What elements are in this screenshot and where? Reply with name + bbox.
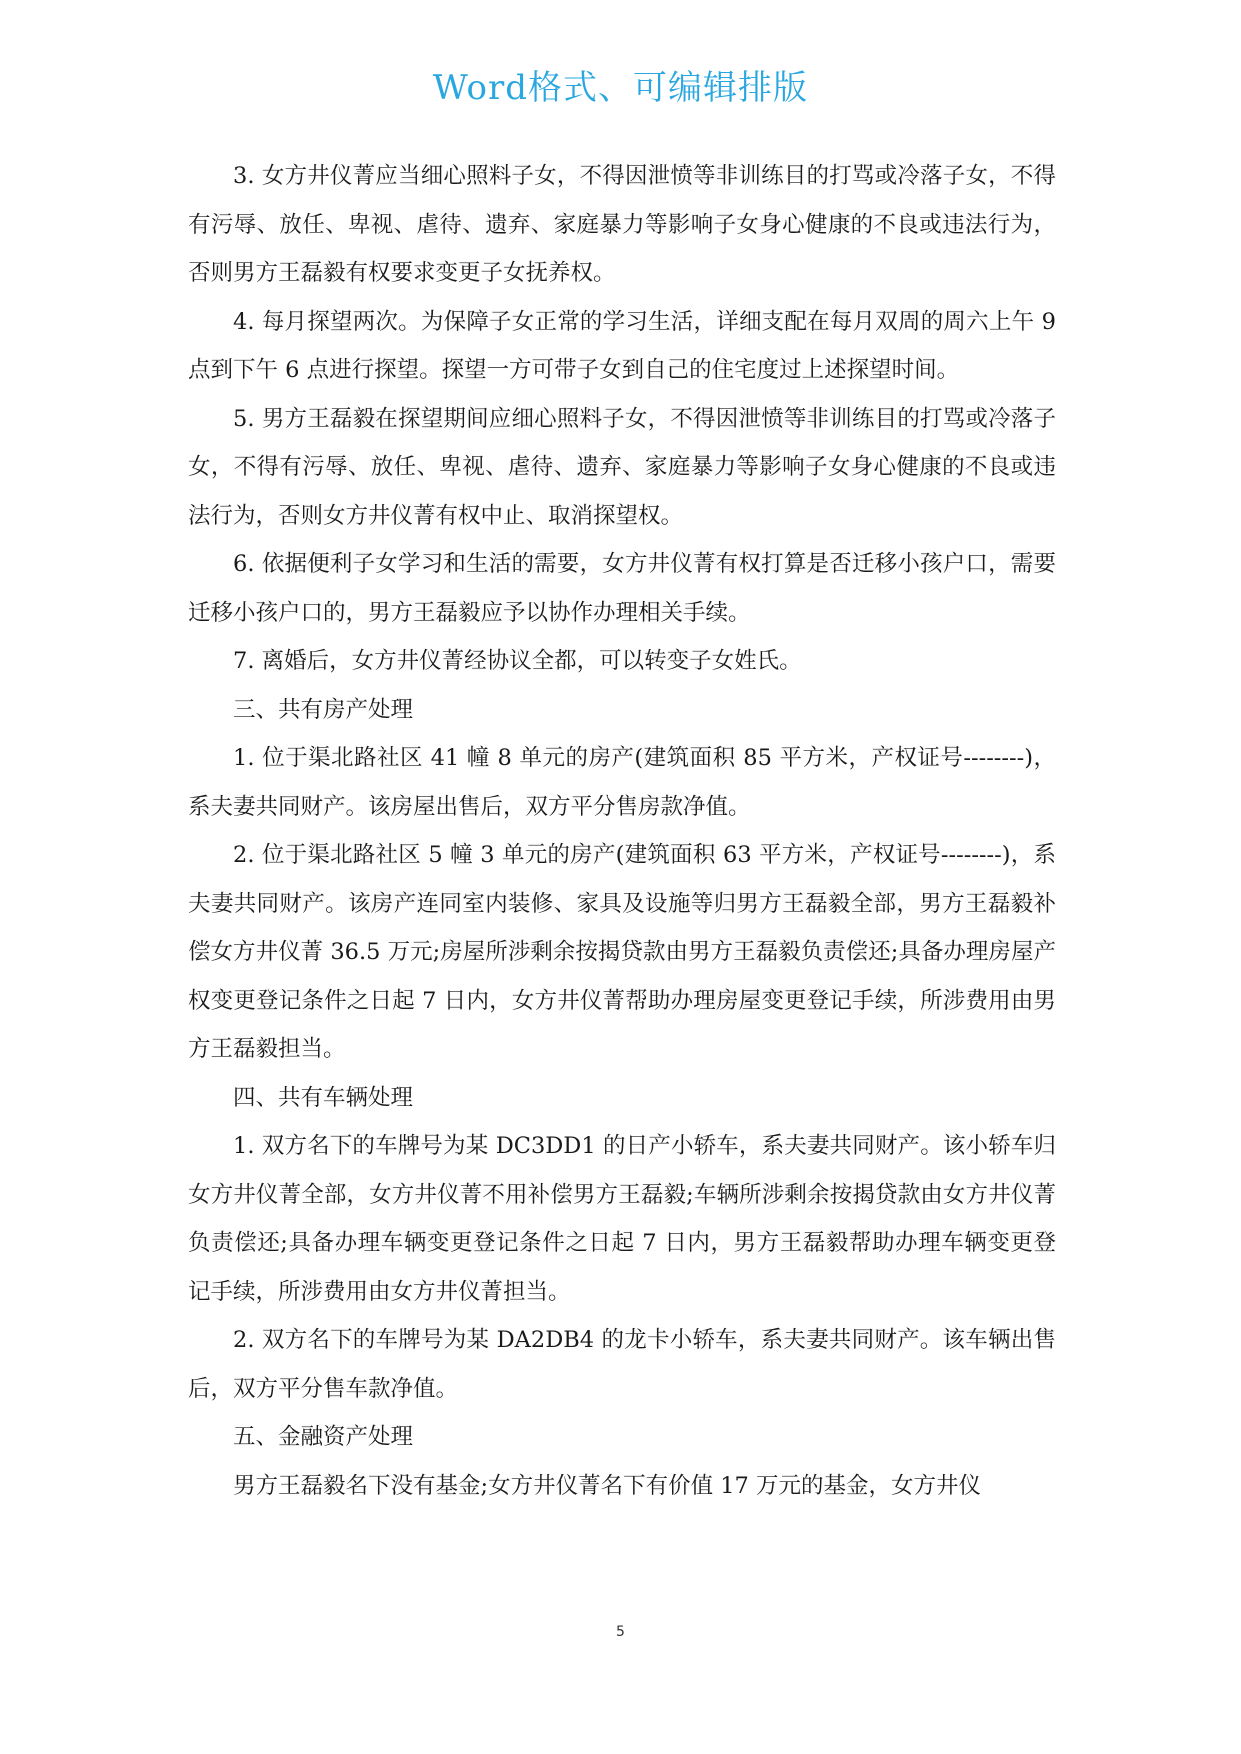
section-heading-property: 三、共有房产处理	[233, 696, 414, 723]
header-title: Word格式、可编辑排版	[432, 68, 809, 108]
paragraph-household-registration: 6. 依据便利子女学习和生活的需要，女方井仪菁有权打算是否迁移小孩户口，需要迁移小孩户口的，男方王磊毅应予以协作办理相关手续。	[188, 551, 1056, 626]
paragraph-property-2: 2. 位于渠北路社区 5 幢 3 单元的房产(建筑面积 63 平方米，产权证号--------)，系夫妻共同财产。该房产连同室内装修、家具及设施等归男方王磊毅全部，男方王磊毅补偿女方井仪菁 36.5 万元;房屋所涉剩余按揭贷款由男方王磊毅负责偿还;具备办理房屋产权变更登记条件之日起 7 日内，女方井仪菁帮助办理房屋变更登记手续，所涉费用由男方王磊毅担当。	[188, 842, 1056, 1062]
paragraph-surname-change: 7. 离婚后，女方井仪菁经协议全都，可以转变子女姓氏。	[233, 648, 802, 674]
document-body	[188, 152, 1056, 1510]
paragraph-child-care-father: 5. 男方王磊毅在探望期间应细心照料子女，不得因泄愤等非训练目的打骂或冷落子女，不得有污辱、放任、卑视、虐待、遗弃、家庭暴力等影响子女身心健康的不良或违法行为，否则女方井仪菁有权中止、取消探望权。	[188, 405, 1056, 529]
paragraph-vehicle-2: 2. 双方名下的车牌号为某 DA2DB4 的龙卡小轿车，系夫妻共同财产。该车辆出售后，双方平分售车款净值。	[188, 1327, 1056, 1402]
paragraph-financial-assets: 男方王磊毅名下没有基金;女方井仪菁名下有价值 17 万元的基金，女方井仪	[233, 1472, 982, 1499]
paragraph-visitation-schedule: 4. 每月探望两次。为保障子女正常的学习生活，详细支配在每月双周的周六上午 9 点到下午 6 点进行探望。探望一方可带子女到自己的住宅度过上述探望时间。	[188, 308, 1056, 383]
section-heading-financial-assets: 五、金融资产处理	[233, 1424, 414, 1450]
page-number: 5	[616, 1624, 625, 1640]
paragraph-vehicle-1: 1. 双方名下的车牌号为某 DC3DD1 的日产小轿车，系夫妻共同财产。该小轿车归女方井仪菁全部，女方井仪菁不用补偿男方王磊毅;车辆所涉剩余按揭贷款由女方井仪菁负责偿还;具备办理车辆变更登记条件之日起 7 日内，男方王磊毅帮助办理车辆变更登记手续，所涉费用由女方井仪菁担当。	[188, 1133, 1056, 1305]
paragraph-property-1: 1. 位于渠北路社区 41 幢 8 单元的房产(建筑面积 85 平方米，产权证号--------)，系夫妻共同财产。该房屋出售后，双方平分售房款净值。	[188, 745, 1056, 820]
paragraph-child-care-mother: 3. 女方井仪菁应当细心照料子女，不得因泄愤等非训练目的打骂或冷落子女，不得有污辱、放任、卑视、虐待、遗弃、家庭暴力等影响子女身心健康的不良或违法行为，否则男方王磊毅有权要求变更子女抚养权。	[188, 163, 1056, 286]
section-heading-vehicles: 四、共有车辆处理	[233, 1084, 414, 1111]
